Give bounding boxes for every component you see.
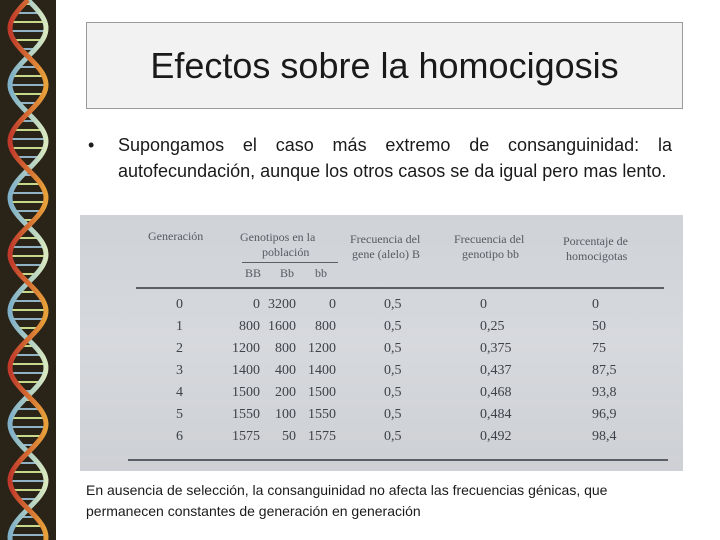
cell-frec-gene: 0,5 (384, 407, 402, 422)
header-genotipos-line2: población (262, 245, 310, 259)
header-genotipos-line1: Genotipos en la (240, 230, 316, 244)
cell-bb-homo-rec: 0 (329, 297, 336, 312)
cell-bb-homo-rec: 1500 (308, 385, 336, 400)
cell-bb-homo-dom: 1550 (232, 407, 260, 422)
cell-bb-homo-rec: 1575 (308, 429, 336, 444)
cell-generacion: 6 (176, 429, 183, 444)
header-generacion: Generación (148, 229, 204, 243)
cell-bb-homo-rec: 1200 (308, 341, 336, 356)
cell-frec-genotipo: 0,437 (480, 363, 512, 378)
cell-bb-hetero: 100 (275, 407, 296, 422)
dna-helix-icon (0, 0, 56, 540)
header-sub-Bb: Bb (280, 266, 295, 280)
cell-frec-genotipo: 0,492 (480, 429, 512, 444)
cell-generacion: 5 (176, 407, 183, 422)
cell-porcentaje: 87,5 (592, 363, 617, 378)
bullet-symbol: • (88, 135, 95, 155)
slide-title: Efectos sobre la homocigosis (150, 44, 619, 86)
header-sub-BB: BB (245, 266, 262, 280)
header-frec-gene-line1: Frecuencia del (350, 232, 421, 246)
cell-frec-gene: 0,5 (384, 385, 402, 400)
cell-generacion: 0 (176, 297, 183, 312)
cell-bb-hetero: 1600 (268, 319, 296, 334)
cell-bb-hetero: 3200 (268, 297, 296, 312)
cell-generacion: 1 (176, 319, 183, 334)
table-photo (80, 215, 683, 471)
cell-bb-homo-rec: 1400 (308, 363, 336, 378)
cell-generacion: 2 (176, 341, 183, 356)
cell-porcentaje: 96,9 (592, 407, 617, 422)
cell-bb-homo-rec: 800 (315, 319, 336, 334)
caption-text: En ausencia de selección, la consanguinidad no afecta las frecuencias génicas, que permanecen constantes de generación en generación (86, 482, 608, 519)
cell-frec-genotipo: 0 (480, 297, 487, 312)
subheader-rule (242, 262, 338, 263)
cell-porcentaje: 0 (592, 297, 599, 312)
bullet-point (88, 132, 672, 184)
cell-bb-hetero: 400 (275, 363, 296, 378)
cell-frec-gene: 0,5 (384, 319, 402, 334)
cell-generacion: 3 (176, 363, 183, 378)
cell-bb-hetero: 200 (275, 385, 296, 400)
cell-frec-genotipo: 0,25 (480, 319, 505, 334)
cell-bb-homo-dom: 1200 (232, 341, 260, 356)
cell-bb-homo-rec: 1550 (308, 407, 336, 422)
cell-porcentaje: 98,4 (592, 429, 617, 444)
cell-frec-genotipo: 0,484 (480, 407, 512, 422)
cell-frec-genotipo: 0,375 (480, 341, 512, 356)
header-porcentaje-line1: Porcentaje de (563, 234, 628, 248)
header-sub-bb: bb (315, 266, 327, 280)
cell-bb-homo-dom: 1500 (232, 385, 260, 400)
cell-frec-gene: 0,5 (384, 297, 402, 312)
header-frec-genotipo-line1: Frecuencia del (454, 232, 525, 246)
dna-helix-decoration (0, 0, 56, 540)
cell-frec-gene: 0,5 (384, 341, 402, 356)
cell-porcentaje: 75 (592, 341, 606, 356)
cell-porcentaje: 50 (592, 319, 606, 334)
cell-frec-gene: 0,5 (384, 363, 402, 378)
table-bottom-rule (128, 459, 668, 461)
cell-bb-hetero: 800 (275, 341, 296, 356)
cell-bb-homo-dom: 1575 (232, 429, 260, 444)
cell-bb-hetero: 50 (282, 429, 296, 444)
cell-bb-homo-dom: 800 (239, 319, 260, 334)
header-bottom-rule (136, 287, 664, 289)
title-box (86, 22, 683, 109)
cell-porcentaje: 93,8 (592, 385, 617, 400)
cell-bb-homo-dom: 0 (253, 297, 260, 312)
cell-frec-gene: 0,5 (384, 429, 402, 444)
header-porcentaje-line2: homocigotas (566, 249, 628, 263)
cell-frec-genotipo: 0,468 (480, 385, 512, 400)
header-frec-genotipo-line2: genotipo bb (462, 247, 519, 261)
cell-generacion: 4 (176, 385, 183, 400)
bullet-text: Supongamos el caso más extremo de consanguinidad: la autofecundación, aunque los otros casos se da igual pero mas lento. (118, 135, 672, 181)
header-frec-gene-line2: gene (alelo) B (352, 247, 420, 261)
cell-bb-homo-dom: 1400 (232, 363, 260, 378)
